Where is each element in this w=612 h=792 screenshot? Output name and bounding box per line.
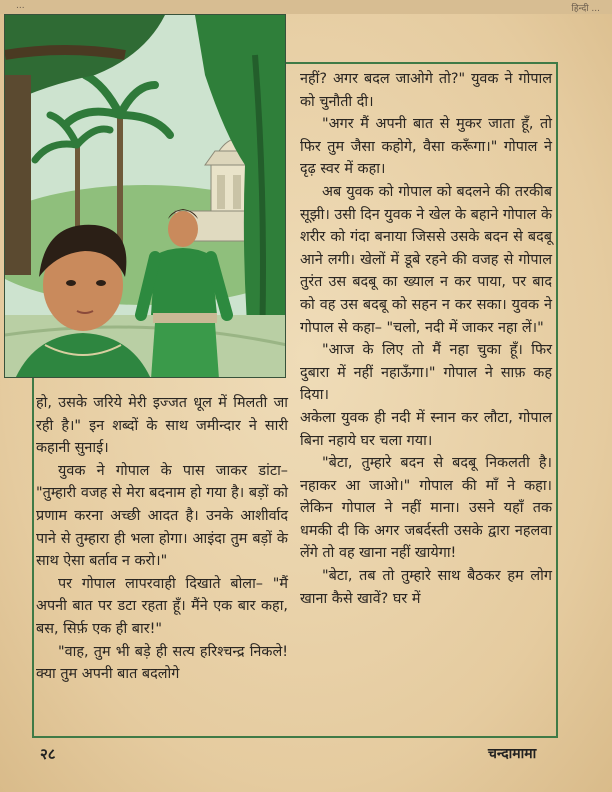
story-illustration-icon: [5, 15, 286, 378]
header-left-text: ...: [16, 1, 25, 11]
paragraph: "बेटा, तब तो तुम्हारे साथ बैठकर हम लोग खाना कैसे खावें? घर में: [300, 568, 552, 607]
paragraph: हो, उसके जरिये मेरी इज्जत धूल में मिलती जा रही है।" इन शब्दों के साथ जमीन्दार ने सारी कहानी सुनाई।: [36, 395, 288, 457]
paragraph: पर गोपाल लापरवाही दिखाते बोला– "मैं अपनी बात पर डटा रहता हूँ। मैंने एक बार कहा, बस, सिर्फ़ एक ही बार!": [36, 575, 288, 637]
story-illustration: [4, 14, 286, 378]
text-column-right: [300, 68, 552, 610]
text-column-left: [36, 392, 288, 686]
magazine-name: चन्दामामा: [488, 746, 537, 762]
paragraph: नहीं? अगर बदल जाओगे तो?" युवक ने गोपाल को चुनौती दी।: [300, 71, 552, 110]
header-right-text: हिन्दी ...: [571, 4, 600, 14]
paragraph: "अगर मैं अपनी बात से मुकर जाता हूँ, तो फिर तुम जैसा कहोगे, वैसा करूँगा।" गोपाल ने दृढ़ स्वर में कहा।: [300, 116, 552, 178]
paragraph: "बेटा, तुम्हारे बदन से बदबू निकलती है। नहाकर आ जाओ।" गोपाल की माँ ने कहा। लेकिन गोपाल ने नहीं माना। उसने यहाँ तक धमकी दी कि अगर जबर्दस्ती उसके द्वारा नहलवा लेंगे तो वह खाना नहीं खायेगा!: [300, 455, 552, 562]
page-number: २८: [40, 745, 56, 763]
paragraph: अब युवक को गोपाल को बदलने की तरकीब सूझी। उसी दिन युवक ने खेल के बहाने गोपाल के शरीर को गंदा बनाया जिससे उसके बदन से बदबू आने लगी। खेलों में डूबे रहने की वजह से गोपाल तुरंत उस बदबू का ख्याल न कर पाया, पर बाद को वह उस बदबू को सहन न कर सका। युवक ने गोपाल से कहा– "चलो, नदी में जाकर नहा लें।": [300, 183, 552, 336]
paragraph: "आज के लिए तो मैं नहा चुका हूँ। फिर दुबारा में नहीं नहाऊँगा।" गोपाल ने साफ़ कह दिया।: [300, 342, 552, 404]
paragraph: युवक ने गोपाल के पास जाकर डांटा– "तुम्हारी वजह से मेरा बदनाम हो गया है। बड़ों को प्रणाम करना अच्छी आदत है। उनके आशीर्वाद पाने से तुम्हारा ही भला होगा। आइंदा तुम बड़ों के साथ ऐसा बर्ताव न करो।": [36, 462, 288, 570]
paragraph: "वाह, तुम भी बड़े ही सत्य हरिश्चन्द्र निकले! क्या तुम अपनी बात बदलोगे: [36, 643, 288, 683]
paragraph: अकेला युवक ही नदी में स्नान कर लौटा, गोपाल बिना नहाये घर चला गया।: [300, 409, 552, 449]
top-edge-strip: [0, 0, 612, 14]
